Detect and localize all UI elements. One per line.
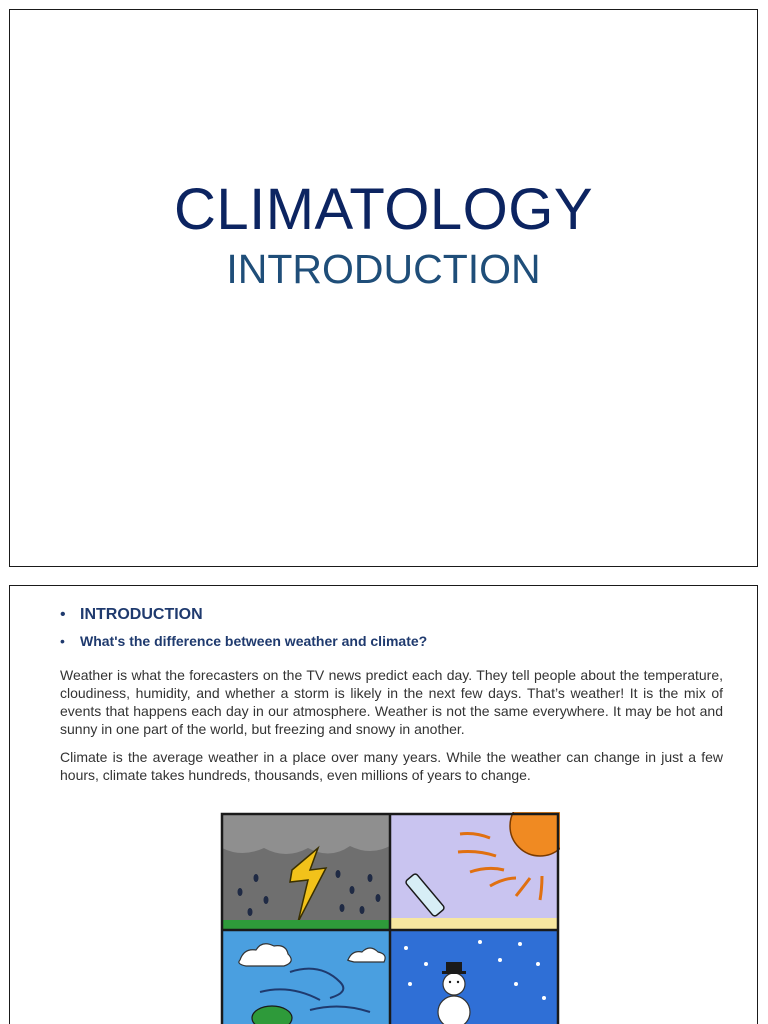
storm-panel <box>222 814 390 930</box>
content-slide <box>9 585 758 1024</box>
storm-cloud-icon <box>222 814 390 854</box>
snowy-sky <box>390 930 558 1024</box>
weather-illustration <box>220 812 560 1024</box>
title-slide <box>9 9 758 567</box>
sunny-panel <box>390 812 560 930</box>
bullet-list <box>60 606 427 649</box>
windy-panel <box>222 930 390 1024</box>
sand <box>390 918 558 930</box>
snowy-panel <box>390 930 558 1024</box>
climate-paragraph: Climate is the average weather in a place over many years. While the weather can change in just a few hours, climate takes hundreds, thousands, even millions of years to change. <box>60 749 723 783</box>
bullet-introduction: • INTRODUCTION <box>60 606 427 624</box>
slide-title: CLIMATOLOGY <box>173 177 594 242</box>
storm-grass <box>222 920 390 930</box>
slide-subtitle: INTRODUCTION <box>226 246 541 292</box>
bullet-question: • What's the difference between weather and climate? <box>60 633 427 649</box>
weather-paragraph: Weather is what the forecasters on the TV news predict each day. They tell people about the temperature, cloudiness, humidity, and whether a storm is likely in the next few days. That’s weather! It is the mix of events that happens each day in our atmosphere. Weather is not the same everywhere. It may be hot and sunny in one part of the world, but freezing and snowy in another. <box>60 667 723 737</box>
